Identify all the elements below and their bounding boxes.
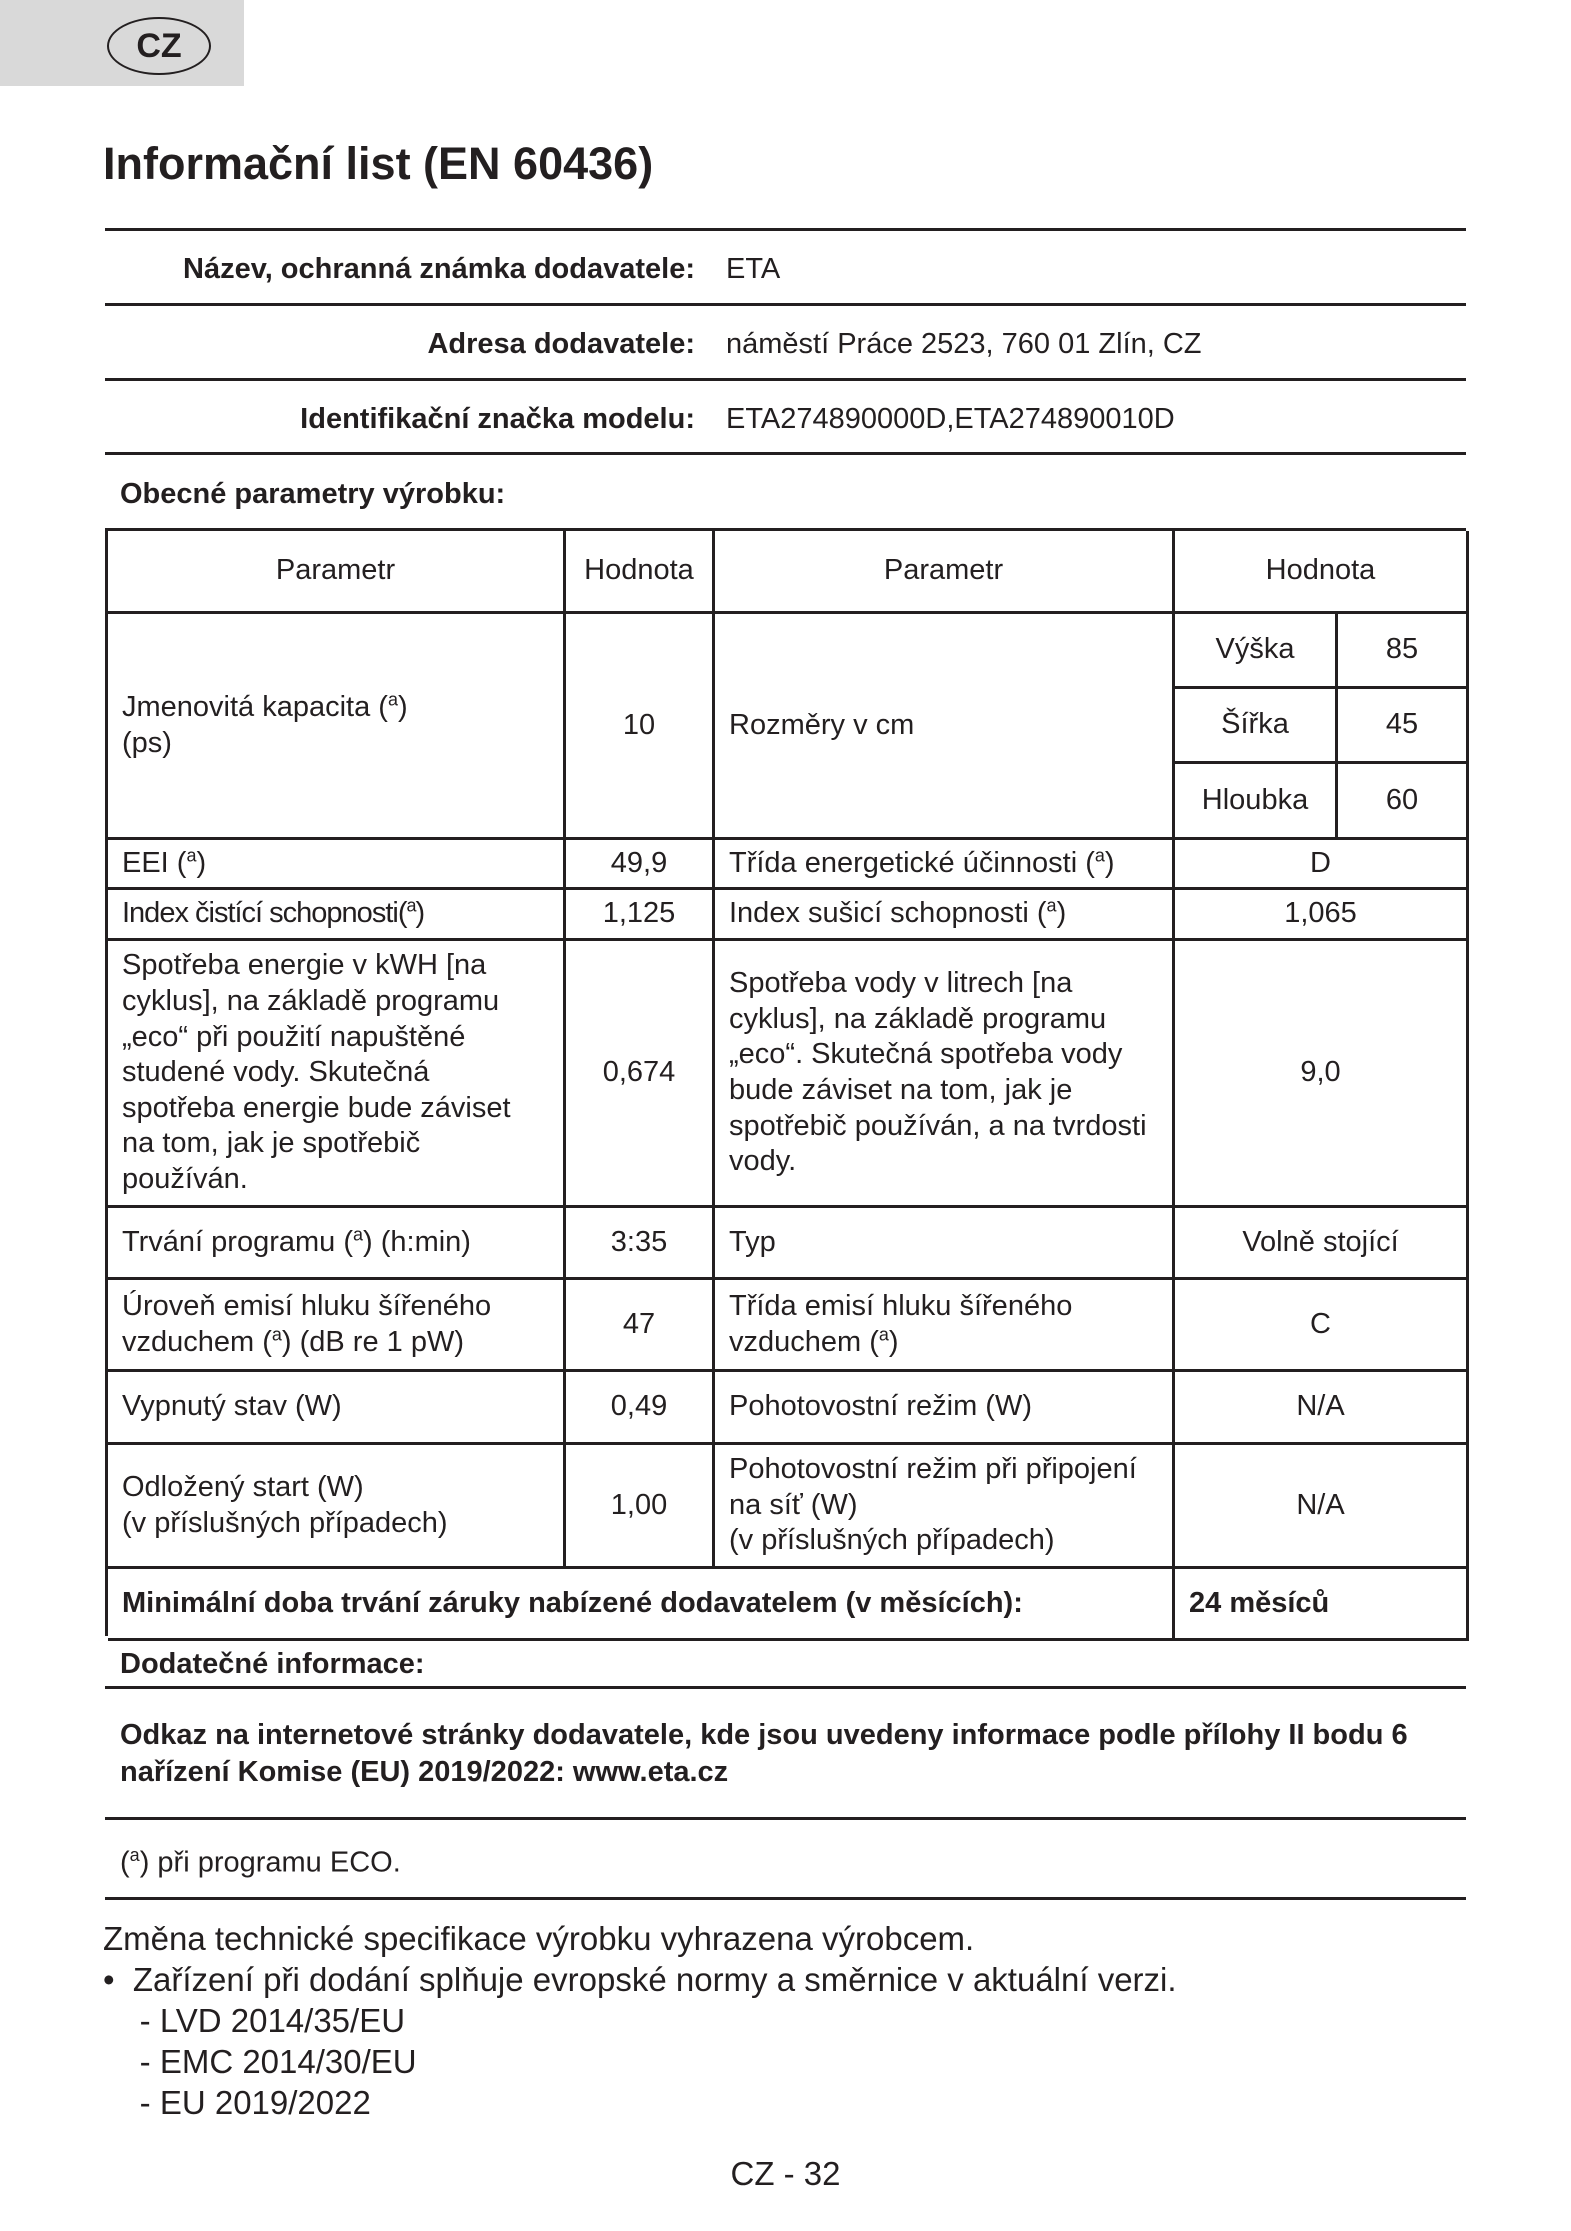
notes <box>103 1918 1177 2123</box>
noise-emission-value: 47 <box>566 1280 715 1372</box>
parameters-table <box>105 528 1466 1636</box>
depth-label: Hloubka <box>1175 764 1338 840</box>
standby-label: Pohotovostní režim (W) <box>715 1372 1175 1445</box>
language-badge-box <box>0 0 244 86</box>
divider <box>105 228 1466 231</box>
note-line: - LVD 2014/35/EU <box>103 2002 406 2039</box>
water-consumption-label: Spotřeba vody v litrech [na cyklus], na základě programu „eco“. Skutečná spotřeba vody bude záviset na tom, jak je spotřebič používán, a na tvrdosti vody. <box>715 941 1175 1208</box>
delay-start-label: Odložený start (W) (v příslušných případech) <box>108 1445 566 1569</box>
page-title: Informační list (EN 60436) <box>103 138 654 189</box>
depth-value: 60 <box>1338 764 1469 840</box>
cleaning-index-value: 1,125 <box>566 890 715 941</box>
delay-start-value: 1,00 <box>566 1445 715 1569</box>
energy-consumption-label: Spotřeba energie v kWH [na cyklus], na základě programu „eco“ při použití napuštěné studené vody. Skutečná spotřeba energie bude záviset na tom, jak je spotřebič používán. <box>108 941 566 1208</box>
noise-class-value: C <box>1175 1280 1469 1372</box>
network-standby-value: N/A <box>1175 1445 1469 1569</box>
off-mode-value: 0,49 <box>566 1372 715 1445</box>
additional-info-label: Dodatečné informace: <box>120 1648 425 1680</box>
program-duration-label: Trvání programu ($^a$) (h:min) <box>108 1208 566 1280</box>
noise-emission-label: Úroveň emisí hluku šířeného vzduchem ($^a$) (dB re 1 pW) <box>108 1280 566 1372</box>
divider <box>105 1817 1466 1820</box>
capacity-value: 10 <box>566 614 715 840</box>
note-line: - EMC 2014/30/EU <box>103 2043 417 2080</box>
dimensions-label: Rozměry v cm <box>715 614 1175 840</box>
model-id-value: ETA274890000D,ETA274890010D <box>726 403 1175 435</box>
energy-consumption-value: 0,674 <box>566 941 715 1208</box>
drying-index-value: 1,065 <box>1175 890 1469 941</box>
note-line: - EU 2019/2022 <box>103 2084 371 2121</box>
water-consumption-value: 9,0 <box>1175 941 1469 1208</box>
supplier-name-label: Název, ochranná známka dodavatele: <box>183 253 695 285</box>
header-param: Parametr <box>715 531 1175 614</box>
energy-class-label: Třída energetické účinnosti ($^a$) <box>715 840 1175 890</box>
supplier-address-label: Adresa dodavatele: <box>427 328 695 360</box>
standby-value: N/A <box>1175 1372 1469 1445</box>
noise-class-label: Třída emisí hluku šířeného vzduchem ($^a$) <box>715 1280 1175 1372</box>
eei-value: 49,9 <box>566 840 715 890</box>
warranty-label: Minimální doba trvání záruky nabízené dodavatelem (v měsících): <box>108 1569 1175 1641</box>
header-param: Parametr <box>108 531 566 614</box>
divider <box>105 378 1466 381</box>
general-params-label: Obecné parametry výrobku: <box>120 478 506 510</box>
width-value: 45 <box>1338 689 1469 764</box>
header-value: Hodnota <box>1175 531 1469 614</box>
supplier-website-text: Odkaz na internetové stránky dodavatele, kde jsou uvedeny informace podle přílohy II bodu 6 nařízení Komise (EU) 2019/2022: www.eta.cz <box>120 1719 1408 1788</box>
note-line: Změna technické specifikace výrobku vyhrazena výrobcem. <box>103 1920 975 1957</box>
divider <box>105 1897 1466 1900</box>
divider <box>105 1686 1466 1689</box>
divider <box>105 452 1466 455</box>
footnote: ($^a$) při programu ECO. <box>120 1845 401 1879</box>
eei-label: EEI ($^a$) <box>108 840 566 890</box>
model-id-label: Identifikační značka modelu: <box>300 403 695 435</box>
program-duration-value: 3:35 <box>566 1208 715 1280</box>
cleaning-index-label: Index čistící schopnosti($^a$) <box>108 890 566 941</box>
language-badge: CZ <box>107 17 211 75</box>
header-value: Hodnota <box>566 531 715 614</box>
supplier-name-value: ETA <box>726 253 781 285</box>
divider <box>105 303 1466 306</box>
supplier-address-value: náměstí Práce 2523, 760 01 Zlín, CZ <box>726 328 1202 360</box>
page-number: CZ - 32 <box>730 2155 841 2192</box>
type-value: Volně stojící <box>1175 1208 1469 1280</box>
height-label: Výška <box>1175 614 1338 689</box>
capacity-label: Jmenovitá kapacita ($^a$) (ps) <box>108 614 566 840</box>
off-mode-label: Vypnutý stav (W) <box>108 1372 566 1445</box>
network-standby-label: Pohotovostní režim při připojení na síť (W) (v příslušných případech) <box>715 1445 1175 1569</box>
type-label: Typ <box>715 1208 1175 1280</box>
height-value: 85 <box>1338 614 1469 689</box>
width-label: Šířka <box>1175 689 1338 764</box>
note-line: • Zařízení při dodání splňuje evropské normy a směrnice v aktuální verzi. <box>103 1961 1177 1998</box>
drying-index-label: Index sušicí schopnosti ($^a$) <box>715 890 1175 941</box>
warranty-value: 24 měsíců <box>1175 1569 1469 1641</box>
energy-class-value: D <box>1175 840 1469 890</box>
